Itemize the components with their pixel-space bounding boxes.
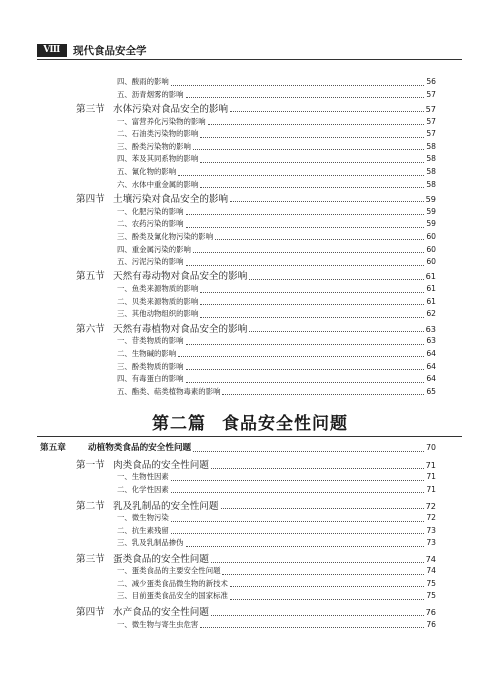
dot-leader — [249, 323, 423, 332]
entry-title: 天然有毒动物对食品安全的影响 — [113, 271, 248, 283]
entry-title: 水体污染对食品安全的影响 — [113, 103, 229, 115]
section-entry — [76, 270, 436, 282]
section-entry — [76, 193, 436, 205]
entry-label — [76, 104, 228, 116]
entry-title: 三、乳及乳制品掺伪 — [117, 538, 184, 547]
subsection-entry — [117, 373, 436, 385]
subsection-entry — [117, 231, 436, 243]
dot-leader — [230, 591, 424, 600]
entry-title: 一、微生物污染 — [117, 513, 169, 523]
dot-leader — [211, 460, 424, 469]
dot-leader — [186, 361, 425, 370]
dot-leader — [186, 257, 425, 266]
dot-leader — [230, 193, 423, 202]
entry-title: 五、酯类、萜类植物毒素的影响 — [117, 386, 221, 396]
dot-leader — [200, 129, 424, 138]
entry-title: 一、富营养化污染物的影响 — [117, 116, 206, 126]
entry-title: 二、化学性因素 — [117, 484, 169, 494]
entry-page-number: 75 — [426, 591, 436, 601]
entry-title: 二、农药污染的影响 — [117, 219, 184, 229]
subsection-entry — [117, 512, 436, 524]
subsection-entry — [117, 256, 436, 268]
entry-page-number: 61 — [426, 284, 436, 294]
subsection-entry — [117, 590, 436, 602]
entry-number: 第四节 — [76, 193, 105, 205]
entry-label — [117, 116, 206, 128]
entry-label — [76, 194, 228, 206]
entry-title: 五、沥青烟雾的影响 — [117, 89, 184, 99]
entry-title: 三、其他动物组织的影响 — [117, 309, 199, 319]
entry-label — [117, 206, 184, 218]
entry-title: 三、酚类及氰化物污染的影响 — [117, 231, 214, 241]
dot-leader — [208, 116, 425, 125]
entry-label — [117, 296, 198, 308]
entry-label — [117, 244, 191, 256]
entry-page-number: 71 — [425, 460, 436, 470]
entry-page-number: 58 — [426, 167, 436, 177]
entry-page-number: 73 — [426, 538, 436, 547]
entry-title: 一、鱼类来源物质的影响 — [117, 284, 199, 294]
entry-title: 水产食品的安全性问题 — [113, 607, 209, 619]
section-entry — [76, 323, 436, 335]
dot-leader — [186, 538, 425, 547]
dot-leader — [171, 484, 425, 493]
subsection-entry — [117, 471, 436, 483]
entry-number: 第三节 — [76, 554, 105, 565]
dot-leader — [171, 513, 425, 522]
entry-page-number: 56 — [426, 77, 436, 86]
subsection-entry — [117, 348, 436, 360]
dot-leader — [211, 607, 424, 616]
part-rule — [37, 436, 462, 437]
entry-page-number: 59 — [426, 206, 436, 216]
subsection-entry — [117, 484, 436, 496]
entry-label — [117, 128, 198, 140]
part-title: 食品安全性问题 — [222, 414, 348, 434]
section-entry — [76, 500, 436, 512]
entry-label — [117, 283, 198, 295]
entry-title: 动植物类食品的安全性问题 — [88, 443, 192, 453]
entry-page-number: 61 — [425, 271, 436, 282]
entry-label — [117, 335, 184, 347]
entry-page-number: 73 — [426, 525, 436, 535]
dot-leader — [171, 77, 425, 86]
dot-leader — [178, 348, 424, 357]
entry-label — [76, 554, 209, 566]
subsection-entry — [117, 128, 436, 140]
entry-page-number: 71 — [426, 484, 436, 494]
entry-title: 二、减少蛋类食品微生物的新技术 — [117, 578, 228, 588]
entry-page-number: 57 — [426, 116, 436, 126]
entry-page-number: 63 — [426, 336, 436, 346]
part-number: 第二篇 — [152, 414, 206, 434]
entry-page-number: 58 — [426, 141, 436, 151]
entry-number: 第五章 — [40, 443, 66, 453]
entry-title: 一、生物性因素 — [117, 472, 169, 482]
entry-label — [117, 89, 184, 101]
entry-label — [117, 166, 176, 178]
subsection-entry — [117, 153, 436, 165]
dot-leader — [200, 154, 424, 163]
section-entry — [76, 606, 436, 618]
subsection-entry — [117, 116, 436, 128]
entry-title: 蛋类食品的安全性问题 — [113, 554, 209, 565]
entry-title: 六、水体中重金属的影响 — [117, 179, 199, 189]
entry-page-number: 59 — [425, 193, 436, 204]
dot-leader — [186, 206, 425, 215]
entry-title: 肉类食品的安全性问题 — [113, 460, 209, 471]
entry-number: 第五节 — [76, 271, 105, 283]
entry-label — [117, 348, 176, 360]
dot-leader — [230, 578, 424, 587]
entry-title: 土壤污染对食品安全的影响 — [113, 193, 229, 205]
entry-label — [117, 471, 169, 483]
entry-title: 五、污泥污染的影响 — [117, 257, 184, 267]
entry-label — [117, 256, 184, 268]
entry-title: 三、酚类污染物的影响 — [117, 141, 191, 151]
entry-title: 乳及乳制品的安全性问题 — [113, 500, 219, 512]
entry-page-number: 71 — [426, 472, 436, 482]
entry-label — [117, 179, 198, 191]
dot-leader — [171, 472, 425, 481]
entry-label — [117, 218, 184, 230]
entry-page-number: 72 — [426, 513, 436, 523]
entry-page-number: 65 — [426, 386, 436, 396]
entry-number: 第六节 — [76, 323, 105, 335]
dot-leader — [186, 374, 425, 383]
book-title: 现代食品安全学 — [73, 45, 147, 57]
entry-page-number: 72 — [425, 500, 436, 511]
entry-page-number: 74 — [425, 554, 436, 564]
entry-page-number: 76 — [425, 607, 436, 618]
entry-title: 二、贝类来源物质的影响 — [117, 296, 199, 306]
entry-label — [40, 442, 191, 454]
dot-leader — [215, 231, 424, 240]
entry-title: 四、苯及其同系物的影响 — [117, 154, 199, 164]
entry-number: 第四节 — [76, 607, 105, 619]
subsection-entry — [117, 218, 436, 230]
entry-title: 一、苷类物质的影响 — [117, 336, 184, 346]
subsection-entry — [117, 578, 436, 590]
dot-leader — [200, 284, 424, 293]
entry-label — [117, 373, 184, 385]
dot-leader — [186, 89, 425, 98]
entry-page-number: 59 — [426, 219, 436, 229]
entry-label — [117, 512, 169, 524]
entry-title: 二、抗生素残留 — [117, 525, 169, 535]
section-entry — [76, 459, 436, 471]
entry-title: 天然有毒植物对食品安全的影响 — [113, 323, 248, 335]
subsection-entry — [117, 76, 436, 88]
entry-page-number: 61 — [426, 296, 436, 306]
entry-title: 三、酚类物质的影响 — [117, 361, 184, 371]
subsection-entry — [117, 141, 436, 153]
part-heading — [0, 409, 500, 434]
entry-label — [76, 501, 219, 513]
entry-label — [76, 460, 209, 472]
entry-label — [117, 484, 169, 496]
subsection-entry — [117, 244, 436, 256]
dot-leader — [178, 167, 424, 176]
dot-leader — [200, 309, 424, 318]
subsection-entry — [117, 537, 436, 549]
dot-leader — [193, 244, 424, 253]
subsection-entry — [117, 525, 436, 537]
entry-title: 一、微生物与寄生虫危害 — [117, 619, 199, 629]
section-entry — [76, 553, 436, 565]
entry-title: 二、生物碱的影响 — [117, 348, 177, 358]
entry-label — [117, 619, 198, 631]
entry-page-number: 57 — [425, 103, 436, 114]
dot-leader — [200, 179, 424, 188]
dot-leader — [171, 525, 425, 534]
entry-page-number: 58 — [426, 179, 436, 189]
entry-page-number: 58 — [426, 154, 436, 164]
entry-page-number: 64 — [426, 361, 436, 371]
dot-leader — [200, 619, 424, 628]
entry-label — [76, 271, 247, 283]
subsection-entry — [117, 166, 436, 178]
subsection-entry — [117, 179, 436, 191]
subsection-entry — [117, 283, 436, 295]
entry-page-number: 57 — [426, 89, 436, 99]
section-entry — [76, 103, 436, 115]
entry-page-number: 64 — [426, 374, 436, 384]
entry-label — [117, 361, 184, 373]
chapter-entry — [40, 442, 436, 454]
dot-leader — [249, 271, 423, 280]
subsection-entry — [117, 361, 436, 373]
entry-label — [76, 324, 247, 336]
dot-leader — [222, 566, 424, 575]
entry-title: 五、氰化物的影响 — [117, 167, 177, 177]
entry-label — [117, 308, 198, 320]
entry-page-number: 60 — [426, 257, 436, 267]
entry-label — [117, 141, 191, 153]
dot-leader — [211, 554, 424, 563]
entry-title: 三、目前蛋类食品安全的国家标准 — [117, 591, 228, 601]
dot-leader — [193, 443, 424, 452]
subsection-entry — [117, 308, 436, 320]
entry-label — [117, 231, 213, 243]
entry-title: 一、蛋类食品的主要安全性问题 — [117, 566, 221, 576]
entry-label — [117, 76, 169, 88]
entry-page-number: 74 — [426, 566, 436, 576]
entry-number: 第二节 — [76, 500, 105, 512]
entry-label — [117, 590, 228, 602]
subsection-entry — [117, 206, 436, 218]
subsection-entry — [117, 296, 436, 308]
entry-page-number: 70 — [426, 443, 436, 452]
subsection-entry — [117, 619, 436, 631]
dot-leader — [222, 386, 424, 395]
entry-label — [117, 525, 169, 537]
entry-page-number: 64 — [426, 348, 436, 358]
subsection-entry — [117, 565, 436, 577]
entry-title: 四、酸雨的影响 — [117, 77, 169, 86]
entry-number: 第三节 — [76, 103, 105, 115]
entry-page-number: 63 — [425, 323, 436, 334]
entry-title: 一、化肥污染的影响 — [117, 206, 184, 216]
dot-leader — [186, 336, 425, 345]
dot-leader — [230, 103, 423, 112]
dot-leader — [221, 500, 424, 509]
entry-page-number: 76 — [426, 619, 436, 629]
entry-label — [117, 578, 228, 590]
entry-page-number: 60 — [426, 231, 436, 241]
entry-number: 第一节 — [76, 460, 105, 471]
entry-label — [117, 565, 220, 577]
dot-leader — [200, 296, 424, 305]
dot-leader — [186, 219, 425, 228]
entry-page-number: 57 — [426, 129, 436, 139]
entry-page-number: 75 — [426, 578, 436, 588]
subsection-entry — [117, 89, 436, 101]
entry-label — [117, 386, 220, 398]
dot-leader — [193, 141, 424, 150]
entry-page-number: 60 — [426, 244, 436, 254]
entry-label — [76, 607, 209, 619]
entry-title: 四、重金属污染的影响 — [117, 244, 191, 254]
entry-title: 四、有毒蛋白的影响 — [117, 374, 184, 384]
subsection-entry — [117, 386, 436, 398]
entry-page-number: 62 — [426, 309, 436, 319]
entry-title: 二、石油类污染物的影响 — [117, 129, 199, 139]
entry-label — [117, 153, 198, 165]
subsection-entry — [117, 335, 436, 347]
entry-label — [117, 537, 184, 549]
page-number-badge: Ⅷ — [37, 44, 67, 57]
